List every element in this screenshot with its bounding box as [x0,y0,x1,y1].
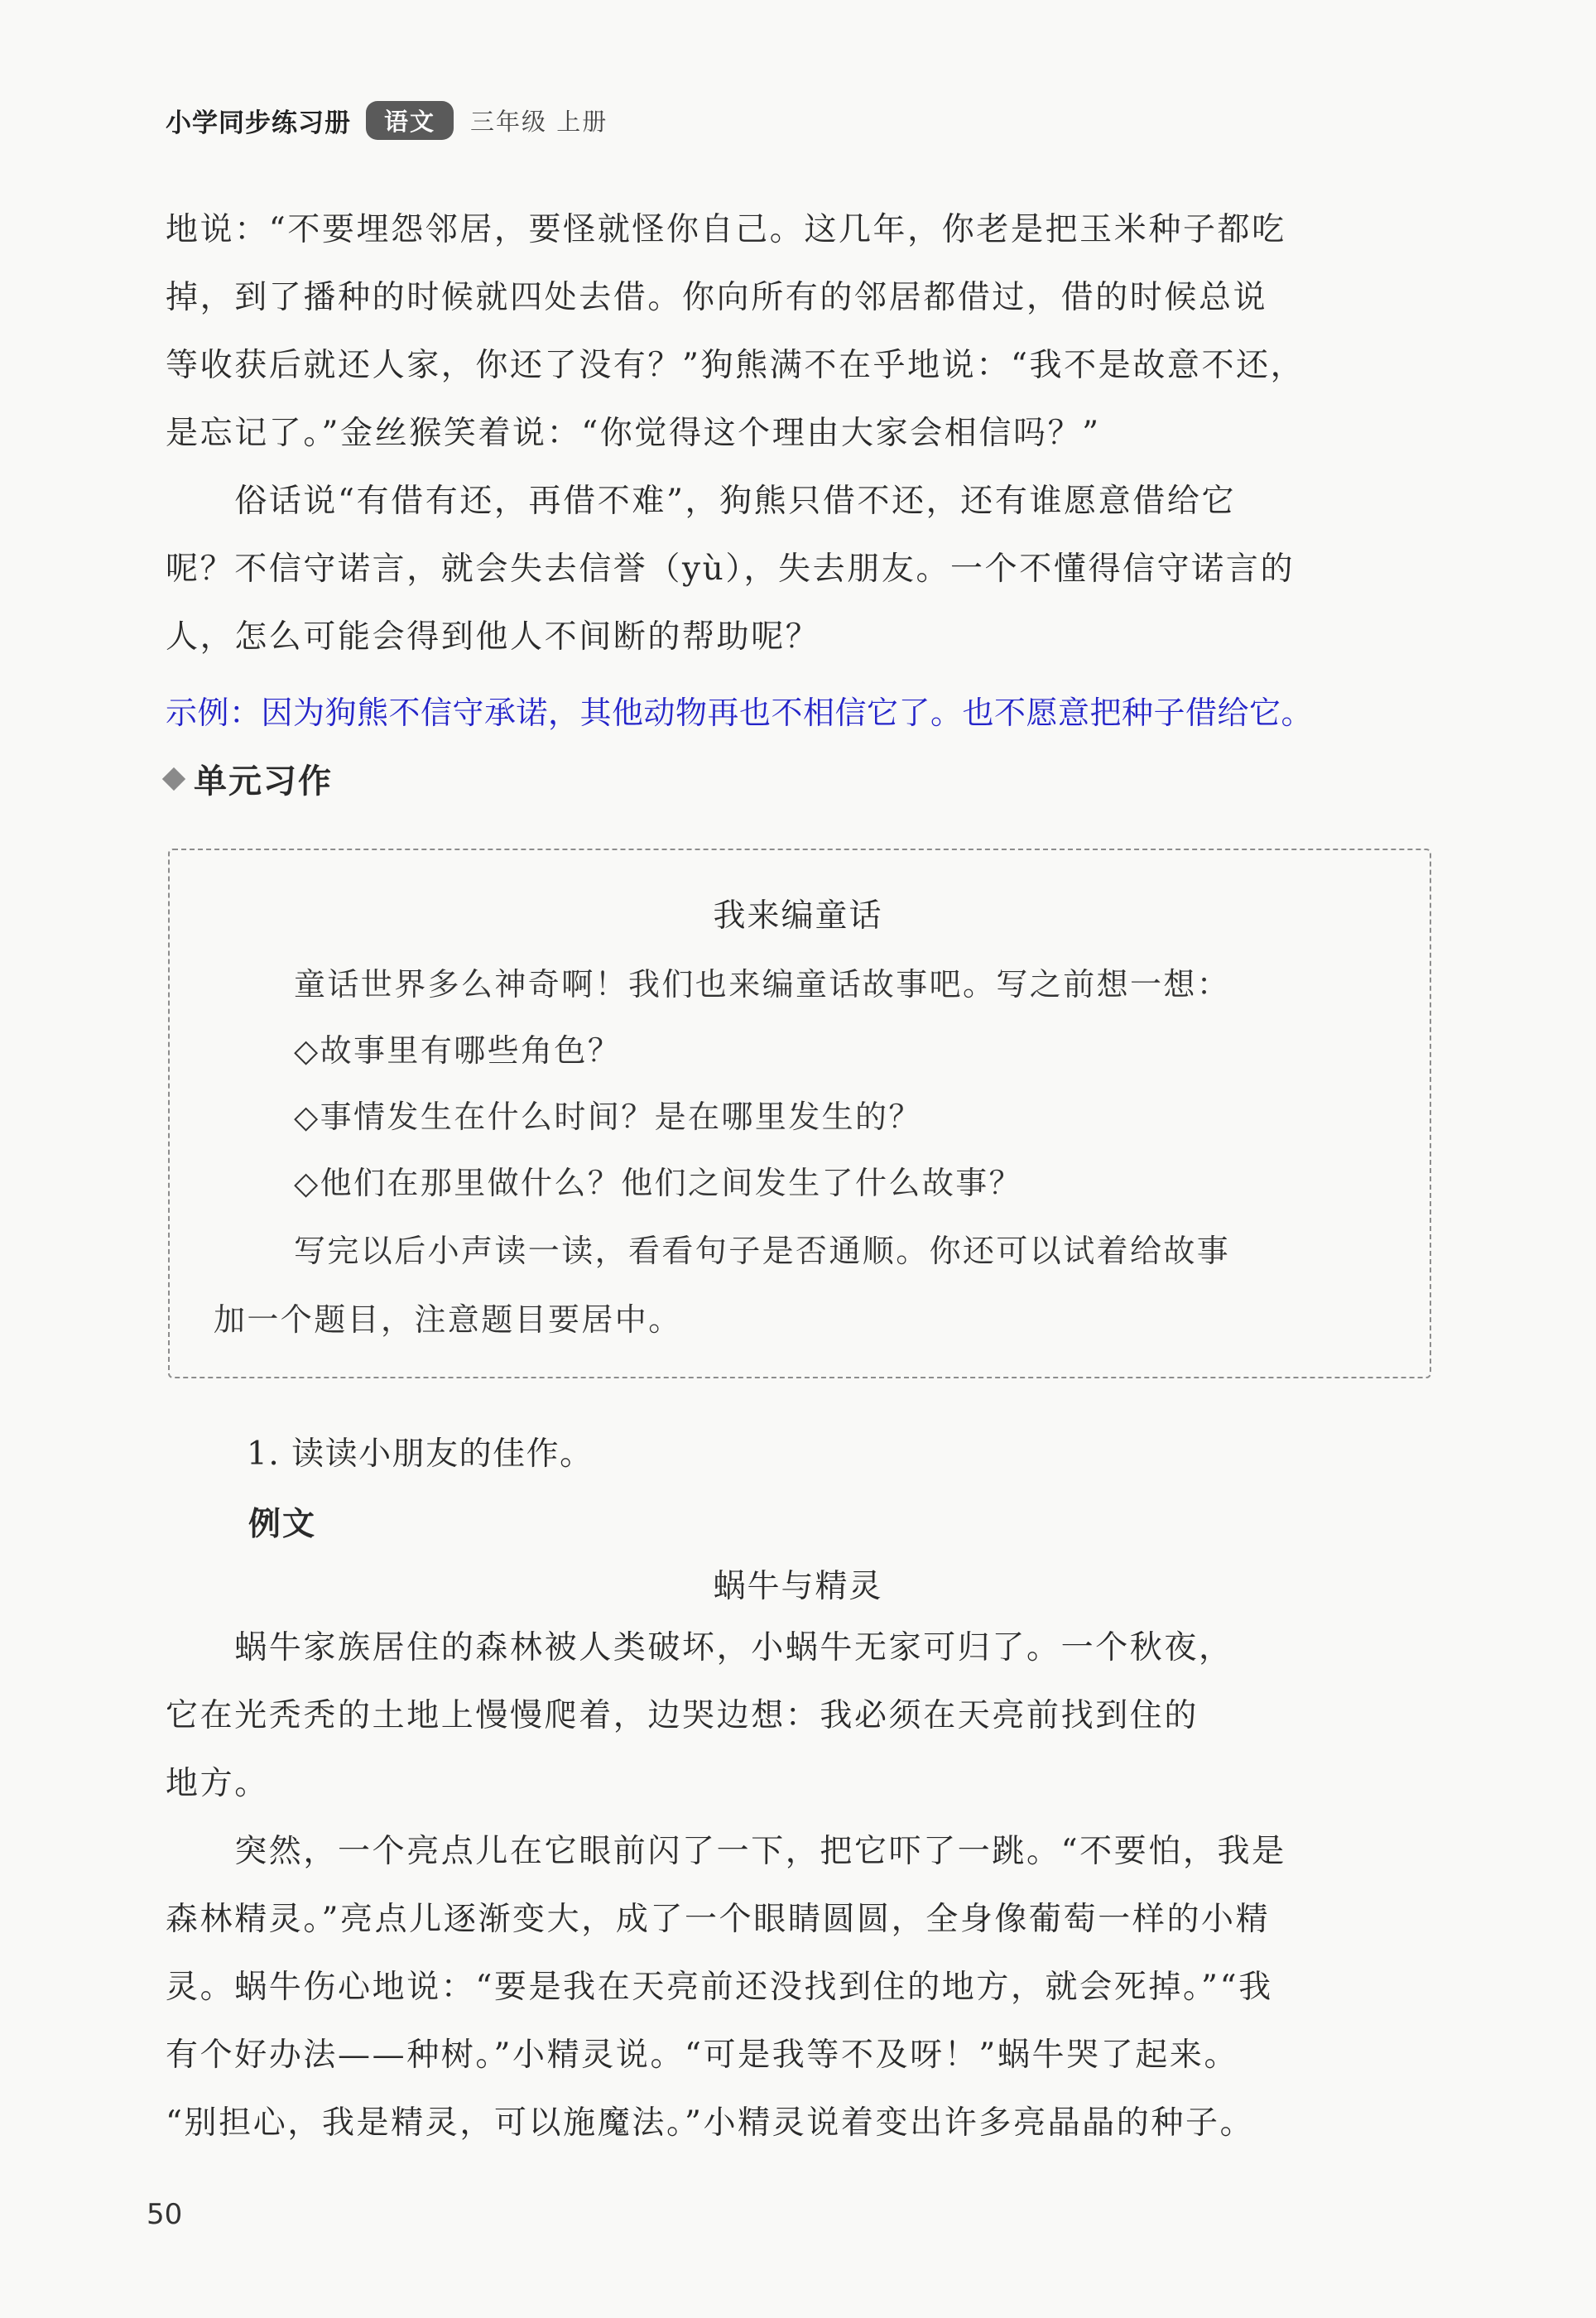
section-heading [166,755,333,802]
story-line: 突然，一个亮点儿在它眼前闪了一下，把它吓了一跳。“不要怕，我是 [166,1833,1286,1870]
story-line: 蜗牛家族居住的森林被人类破坏，小蜗牛无家可归了。一个秋夜， [166,1629,1233,1666]
grade-label: 三年级 上册 [470,107,608,136]
example-label: 例文 [248,1506,317,1543]
passage-line: 人，怎么可能会得到他人不间断的帮助呢？ [166,618,820,656]
story-line: 它在光秃秃的土地上慢慢爬着，边哭边想：我必须在天亮前找到住的 [166,1697,1199,1734]
answer-text: 示例：因为狗熊不信守承诺，其他动物再也不相信它了。也不愿意把种子借给它。 [166,695,1314,731]
prompt-bullet: ◇他们在那里做什么？他们之间发生了什么故事？ [294,1165,1023,1201]
prompt-bullet: ◇事情发生在什么时间？是在哪里发生的？ [294,1099,922,1135]
story-title: 蜗牛与精灵 [713,1568,883,1605]
passage-line: 地说：“不要埋怨邻居，要怪就怪你自己。这几年，你老是把玉米种子都吃 [166,211,1286,248]
subject-badge: 语文 [366,101,454,140]
story-line: 有个好办法——种树。”小精灵说。“可是我等不及呀！”蜗牛哭了起来。 [166,2037,1239,2074]
passage-line: 是忘记了。”金丝猴笑着说：“你觉得这个理由大家会相信吗？” [166,415,1101,452]
running-header [166,98,608,142]
story-line: 森林精灵。”亮点儿逐渐变大，成了一个眼睛圆圆，全身像葡萄一样的小精 [166,1901,1271,1938]
page-number: 50 [147,2198,183,2231]
passage-line: 俗话说“有借有还，再借不难”，狗熊只借不还，还有谁愿意借给它 [166,483,1237,520]
book-title: 小学同步练习册 [166,108,351,138]
passage-line: 等收获后就还人家，你还了没有？”狗熊满不在乎地说：“我不是故意不还， [166,347,1305,384]
passage-line: 掉，到了播种的时候就四处去借。你向所有的邻居都借过，借的时候总说 [166,279,1268,316]
prompt-line: 写完以后小声读一读，看看句子是否通顺。你还可以试着给故事 [294,1233,1231,1269]
diamond-icon [162,767,185,790]
section-title: 单元习作 [194,762,333,801]
story-line: 地方。 [166,1765,269,1802]
prompt-line: 童话世界多么神奇啊！我们也来编童话故事吧。写之前想一想： [294,966,1231,1003]
question-1: 1. 读读小朋友的佳作。 [247,1436,594,1473]
story-line: 灵。蜗牛伤心地说：“要是我在天亮前还没找到住的地方，就会死掉。”“我 [166,1969,1273,2006]
passage-line: 呢？不信守诺言，就会失去信誉（yù），失去朋友。一个不懂得信守诺言的 [166,551,1296,588]
prompt-line: 加一个题目，注意题目要居中。 [214,1301,682,1338]
prompt-title: 我来编童话 [713,897,883,935]
story-line: “别担心，我是精灵，可以施魔法。”小精灵说着变出许多亮晶晶的种子。 [166,2104,1255,2142]
prompt-bullet: ◇故事里有哪些角色？ [294,1032,622,1069]
